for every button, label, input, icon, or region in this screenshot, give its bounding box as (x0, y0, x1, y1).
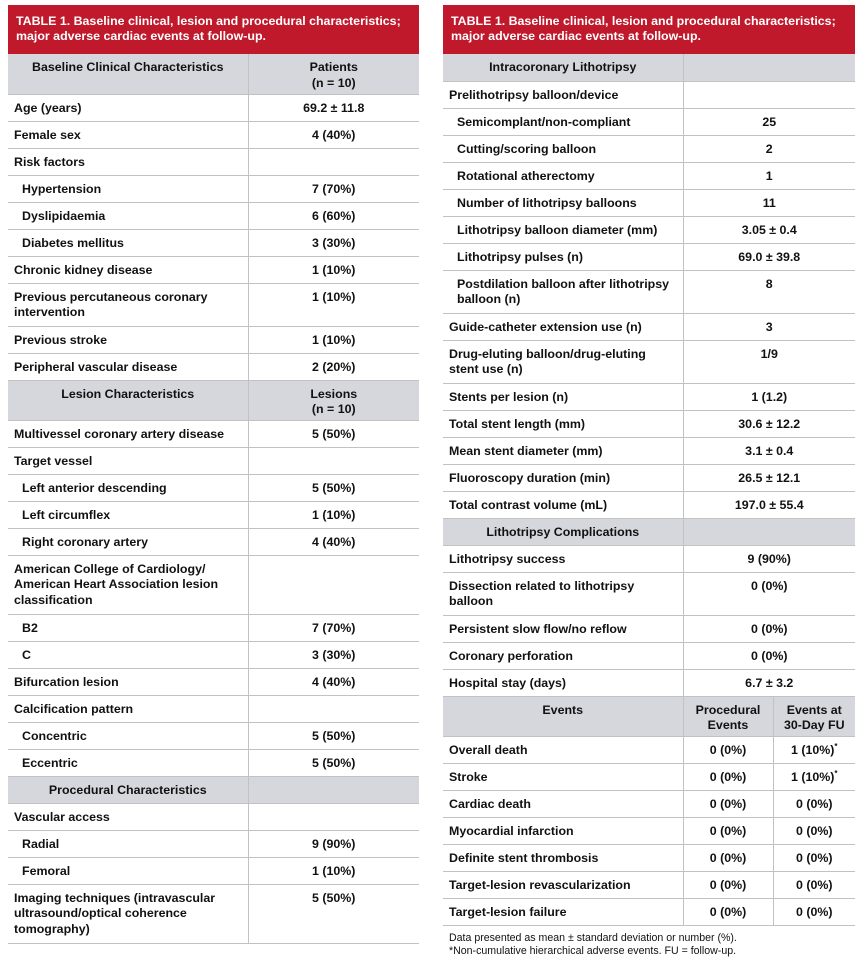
row-label: Dissection related to lithotripsy balloon (443, 572, 683, 615)
table-row (443, 108, 855, 135)
row-value: 1 (10%) (248, 857, 419, 884)
right-table-caption: TABLE 1. Baseline clinical, lesion and procedural characteristics; major adverse cardiac events at follow-up. (443, 5, 855, 54)
row-label: Lithotripsy success (443, 545, 683, 572)
section-header-value (248, 776, 419, 803)
row-value: 5 (50%) (248, 420, 419, 447)
table-row (443, 410, 855, 437)
table-row (443, 572, 855, 615)
section-header-value (683, 518, 855, 545)
table-row (8, 94, 419, 121)
table-row (8, 148, 419, 175)
footnote-marker: * (834, 768, 838, 778)
row-value: 5 (50%) (248, 722, 419, 749)
row-label: Number of lithotripsy balloons (443, 189, 683, 216)
table-row (443, 615, 855, 642)
table-row (443, 216, 855, 243)
table-row (8, 353, 419, 380)
events-header-row (443, 697, 855, 737)
row-label: Peripheral vascular disease (8, 353, 248, 380)
row-value: 1 (10%) (248, 501, 419, 528)
table-row (8, 121, 419, 148)
table-notes (443, 926, 855, 958)
row-label: Cutting/scoring balloon (443, 135, 683, 162)
row-label: Risk factors (8, 148, 248, 175)
event-procedural-value: 0 (0%) (683, 764, 773, 791)
row-label: Coronary perforation (443, 642, 683, 669)
row-value: 1 (683, 162, 855, 189)
row-label: Target vessel (8, 447, 248, 474)
event-30day-cell (773, 845, 855, 872)
event-procedural-value: 0 (0%) (683, 899, 773, 926)
event-30day-cell (773, 818, 855, 845)
row-value: 5 (50%) (248, 749, 419, 776)
row-value: 6.7 ± 3.2 (683, 669, 855, 696)
table-row (8, 528, 419, 555)
row-label: C (8, 641, 248, 668)
row-label: Previous percutaneous coronary intervention (8, 283, 248, 326)
row-value: 3.05 ± 0.4 (683, 216, 855, 243)
table-row (443, 437, 855, 464)
row-value: 1/9 (683, 340, 855, 383)
row-label: Imaging techniques (intravascular ultrasound/optical coherence tomography) (8, 884, 248, 943)
row-value: 11 (683, 189, 855, 216)
row-label: Fluoroscopy duration (min) (443, 464, 683, 491)
row-label: Postdilation balloon after lithotripsy balloon (n) (443, 270, 683, 313)
row-label: Persistent slow flow/no reflow (443, 615, 683, 642)
row-label: Rotational atherectomy (443, 162, 683, 189)
section-header-label: Lithotripsy Complications (443, 518, 683, 545)
row-value: 1 (10%) (248, 256, 419, 283)
row-label: Mean stent diameter (mm) (443, 437, 683, 464)
table-row (8, 830, 419, 857)
table-row (443, 545, 855, 572)
row-value (248, 148, 419, 175)
table-row (8, 749, 419, 776)
table-row (8, 501, 419, 528)
event-row (443, 818, 855, 845)
row-value: 4 (40%) (248, 668, 419, 695)
row-label: Calcification pattern (8, 695, 248, 722)
row-value: 2 (20%) (248, 353, 419, 380)
row-label: Semicomplant/non-compliant (443, 108, 683, 135)
row-value: 2 (683, 135, 855, 162)
row-value: 0 (0%) (683, 615, 855, 642)
footnote-marker: * (834, 741, 838, 751)
row-label: American College of Cardiology/ American Heart Association lesion classification (8, 555, 248, 614)
row-label: Previous stroke (8, 326, 248, 353)
row-value (248, 695, 419, 722)
event-row (443, 872, 855, 899)
row-value: 7 (70%) (248, 175, 419, 202)
row-value: 5 (50%) (248, 474, 419, 501)
right-table-panel (443, 5, 855, 958)
row-label: Left anterior descending (8, 474, 248, 501)
table-row (8, 229, 419, 256)
row-label: Left circumflex (8, 501, 248, 528)
event-procedural-value: 0 (0%) (683, 737, 773, 764)
row-label: Femoral (8, 857, 248, 884)
section-header-label: Lesion Characteristics (8, 380, 248, 420)
table-row (443, 243, 855, 270)
section-header-row (8, 776, 419, 803)
row-value (683, 81, 855, 108)
row-label: Dyslipidaemia (8, 202, 248, 229)
row-value: 0 (0%) (683, 572, 855, 615)
event-procedural-value: 0 (0%) (683, 872, 773, 899)
row-label: Hospital stay (days) (443, 669, 683, 696)
row-label: Vascular access (8, 803, 248, 830)
row-value: 25 (683, 108, 855, 135)
section-header-label: Baseline Clinical Characteristics (8, 54, 248, 94)
event-30day-value: 1 (10%) (790, 743, 835, 757)
section-header-row (443, 54, 855, 81)
table-row (443, 162, 855, 189)
row-label: Chronic kidney disease (8, 256, 248, 283)
event-30day-value: 0 (0%) (796, 851, 833, 865)
row-value: 1 (10%) (248, 326, 419, 353)
row-value: 4 (40%) (248, 121, 419, 148)
table-row (443, 270, 855, 313)
row-value (248, 555, 419, 614)
table-row (8, 474, 419, 501)
event-row (443, 845, 855, 872)
table-row (443, 669, 855, 696)
table-row (443, 340, 855, 383)
table-row (443, 313, 855, 340)
row-label: B2 (8, 614, 248, 641)
section-header-row (8, 54, 419, 94)
table-row (8, 857, 419, 884)
event-label: Stroke (443, 764, 683, 791)
row-label: Age (years) (8, 94, 248, 121)
table-row (8, 722, 419, 749)
row-label: Hypertension (8, 175, 248, 202)
row-label: Lithotripsy balloon diameter (mm) (443, 216, 683, 243)
row-value: 26.5 ± 12.1 (683, 464, 855, 491)
section-header-row (8, 380, 419, 420)
table-row (8, 326, 419, 353)
event-label: Target-lesion revascularization (443, 872, 683, 899)
table-row (8, 447, 419, 474)
event-row (443, 791, 855, 818)
section-header-value: Patients (n = 10) (248, 54, 419, 94)
row-value: 3 (30%) (248, 229, 419, 256)
row-label: Lithotripsy pulses (n) (443, 243, 683, 270)
table-row (443, 81, 855, 108)
table-row (443, 491, 855, 518)
left-table-caption: TABLE 1. Baseline clinical, lesion and procedural characteristics; major adverse cardiac events at follow-up. (8, 5, 419, 54)
event-procedural-value: 0 (0%) (683, 845, 773, 872)
event-label: Myocardial infarction (443, 818, 683, 845)
event-label: Definite stent thrombosis (443, 845, 683, 872)
event-label: Target-lesion failure (443, 899, 683, 926)
table-row (8, 884, 419, 943)
event-procedural-value: 0 (0%) (683, 818, 773, 845)
row-value: 3 (683, 313, 855, 340)
section-header-label: Procedural Characteristics (8, 776, 248, 803)
row-label: Bifurcation lesion (8, 668, 248, 695)
row-label: Prelithotripsy balloon/device (443, 81, 683, 108)
table-row (443, 642, 855, 669)
event-30day-value: 0 (0%) (796, 905, 833, 919)
row-value (248, 447, 419, 474)
event-30day-cell (773, 764, 855, 791)
table-row (8, 614, 419, 641)
row-value: 1 (10%) (248, 283, 419, 326)
section-header-value (683, 54, 855, 81)
table-row (8, 803, 419, 830)
row-value: 197.0 ± 55.4 (683, 491, 855, 518)
event-procedural-value: 0 (0%) (683, 791, 773, 818)
note-line: *Non-cumulative hierarchical adverse events. FU = follow-up. (449, 945, 737, 957)
row-value: 69.2 ± 11.8 (248, 94, 419, 121)
events-table (443, 697, 855, 927)
event-row (443, 764, 855, 791)
event-30day-cell (773, 899, 855, 926)
table-row (8, 175, 419, 202)
row-value: 3 (30%) (248, 641, 419, 668)
event-row (443, 737, 855, 764)
row-value: 3.1 ± 0.4 (683, 437, 855, 464)
row-value: 4 (40%) (248, 528, 419, 555)
row-label: Concentric (8, 722, 248, 749)
row-label: Total stent length (mm) (443, 410, 683, 437)
row-label: Radial (8, 830, 248, 857)
row-value: 6 (60%) (248, 202, 419, 229)
right-table (443, 54, 855, 697)
row-value: 9 (90%) (248, 830, 419, 857)
table-row (443, 189, 855, 216)
table-row (8, 256, 419, 283)
table-row (8, 202, 419, 229)
section-header-label: Intracoronary Lithotripsy (443, 54, 683, 81)
row-value: 0 (0%) (683, 642, 855, 669)
row-label: Eccentric (8, 749, 248, 776)
note-line: Data presented as mean ± standard deviation or number (%). (449, 932, 737, 944)
event-30day-cell (773, 791, 855, 818)
row-label: Right coronary artery (8, 528, 248, 555)
row-value: 69.0 ± 39.8 (683, 243, 855, 270)
table-row (8, 641, 419, 668)
row-label: Stents per lesion (n) (443, 383, 683, 410)
row-label: Total contrast volume (mL) (443, 491, 683, 518)
section-header-row (443, 518, 855, 545)
section-header-value: Lesions (n = 10) (248, 380, 419, 420)
event-30day-value: 0 (0%) (796, 878, 833, 892)
row-label: Multivessel coronary artery disease (8, 420, 248, 447)
table-row (443, 135, 855, 162)
table-row (8, 695, 419, 722)
row-label: Female sex (8, 121, 248, 148)
table-row (443, 464, 855, 491)
event-30day-value: 0 (0%) (796, 824, 833, 838)
event-label: Overall death (443, 737, 683, 764)
event-30day-value: 0 (0%) (796, 797, 833, 811)
row-value: 5 (50%) (248, 884, 419, 943)
left-table-panel (8, 5, 419, 944)
event-30day-value: 1 (10%) (790, 770, 835, 784)
row-value: 9 (90%) (683, 545, 855, 572)
row-value: 1 (1.2) (683, 383, 855, 410)
row-label: Diabetes mellitus (8, 229, 248, 256)
table-row (8, 668, 419, 695)
row-value: 7 (70%) (248, 614, 419, 641)
table-row (8, 555, 419, 614)
table-row (443, 383, 855, 410)
row-value: 8 (683, 270, 855, 313)
row-label: Drug-eluting balloon/drug-eluting stent use (n) (443, 340, 683, 383)
events-header-procedural: Procedural Events (683, 697, 773, 737)
events-header-label: Events (443, 697, 683, 737)
event-30day-cell (773, 737, 855, 764)
event-label: Cardiac death (443, 791, 683, 818)
event-row (443, 899, 855, 926)
table-row (8, 283, 419, 326)
row-label: Guide-catheter extension use (n) (443, 313, 683, 340)
row-value: 30.6 ± 12.2 (683, 410, 855, 437)
left-table (8, 54, 419, 944)
events-header-30day: Events at 30-Day FU (773, 697, 855, 737)
table-row (8, 420, 419, 447)
event-30day-cell (773, 872, 855, 899)
row-value (248, 803, 419, 830)
